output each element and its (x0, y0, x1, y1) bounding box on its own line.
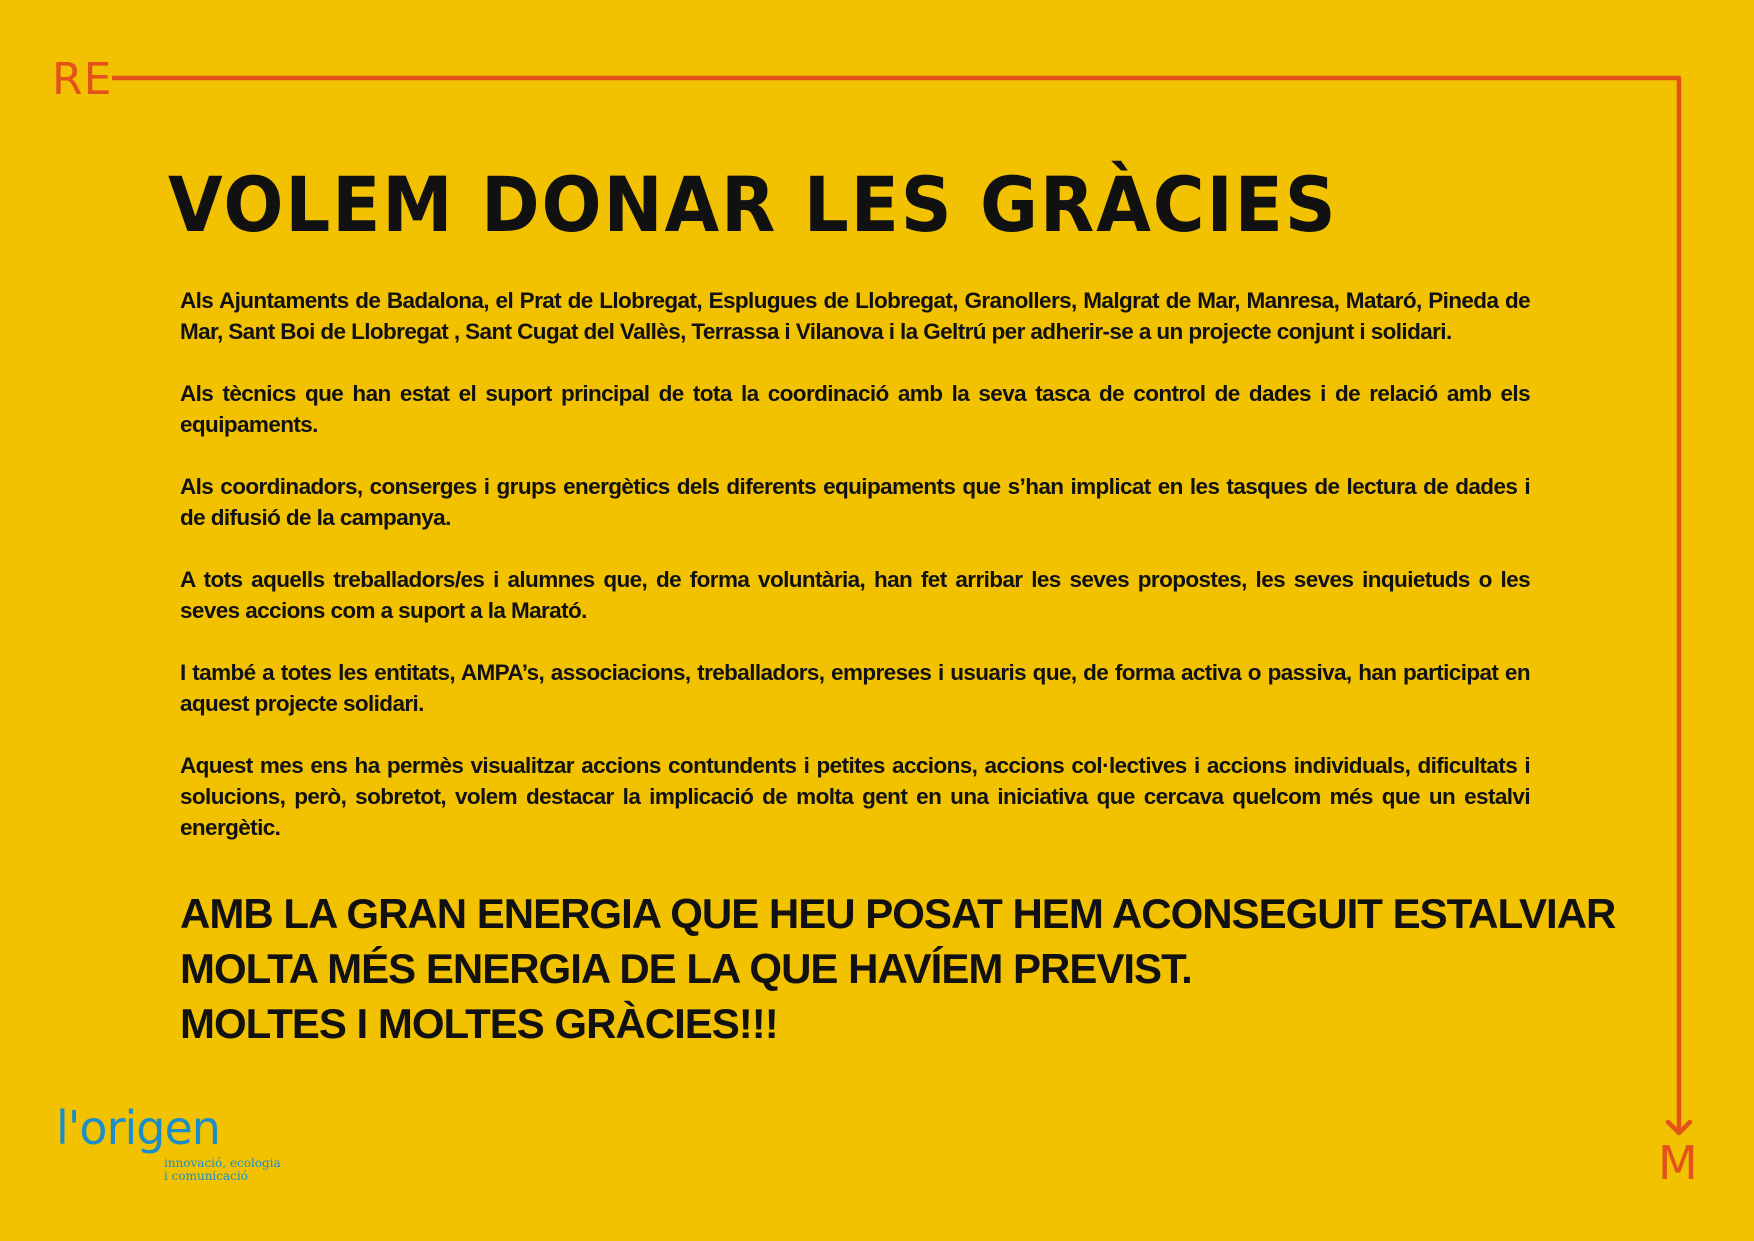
thanks-paragraph: I també a totes les entitats, AMPA’s, associacions, treballadors, empreses i usuaris que, de forma activa o passiva, han participat en aquest projecte solidari. (180, 660, 1530, 716)
thanks-paragraph: Aquest mes ens ha permès visualitzar accions contundents i petites accions, accions col·lectives i accions individuals, dificultats i solucions, però, sobretot, volem destacar la implicació de molta gent en una iniciativa que cercava quelcom més que un estalvi energètic. (180, 753, 1530, 840)
closing-line: MOLTES I MOLTES GRÀCIES!!! (180, 1000, 778, 1047)
logo-tagline-line: innovació, ecologia (164, 1156, 281, 1170)
thanks-body (180, 285, 1530, 874)
corner-label-re: RE (52, 54, 113, 105)
lorigen-logo (56, 1101, 316, 1185)
closing-line: MOLTA MÉS ENERGIA DE LA QUE HAVÍEM PREVIST. (180, 945, 1192, 992)
logo-wordmark: l'origen (56, 1101, 220, 1155)
page-title: VOLEM DONAR LES GRÀCIES (168, 160, 1338, 249)
logo-tagline-line: i comunicació (164, 1169, 248, 1183)
arrow-head-icon (1668, 1122, 1690, 1133)
logo-tagline (164, 1157, 281, 1183)
thanks-paragraph: Als tècnics que han estat el suport principal de tota la coordinació amb la seva tasca de control de dades i de relació amb els equipaments. (180, 381, 1530, 437)
thanks-paragraph: A tots aquells treballadors/es i alumnes que, de forma voluntària, han fet arribar les seves propostes, les seves inquietuds o les seves accions com a suport a la Marató. (180, 567, 1530, 623)
corner-label-m: M (1658, 1136, 1699, 1190)
thanks-paragraph: Als coordinadors, conserges i grups energètics dels diferents equipaments que s’han implicat en les tasques de lectura de dades i de difusió de la campanya. (180, 474, 1530, 530)
thanks-paragraph: Als Ajuntaments de Badalona, el Prat de Llobregat, Esplugues de Llobregat, Granollers, Malgrat de Mar, Manresa, Mataró, Pineda de Mar, Sant Boi de Llobregat , Sant Cugat del Vallès, Terrassa i Vilanova i la Geltrú per adherir-se a un projecte conjunt i solidari. (180, 288, 1530, 344)
closing-statement (180, 886, 1616, 1051)
closing-line: AMB LA GRAN ENERGIA QUE HEU POSAT HEM ACONSEGUIT ESTALVIAR (180, 890, 1616, 937)
